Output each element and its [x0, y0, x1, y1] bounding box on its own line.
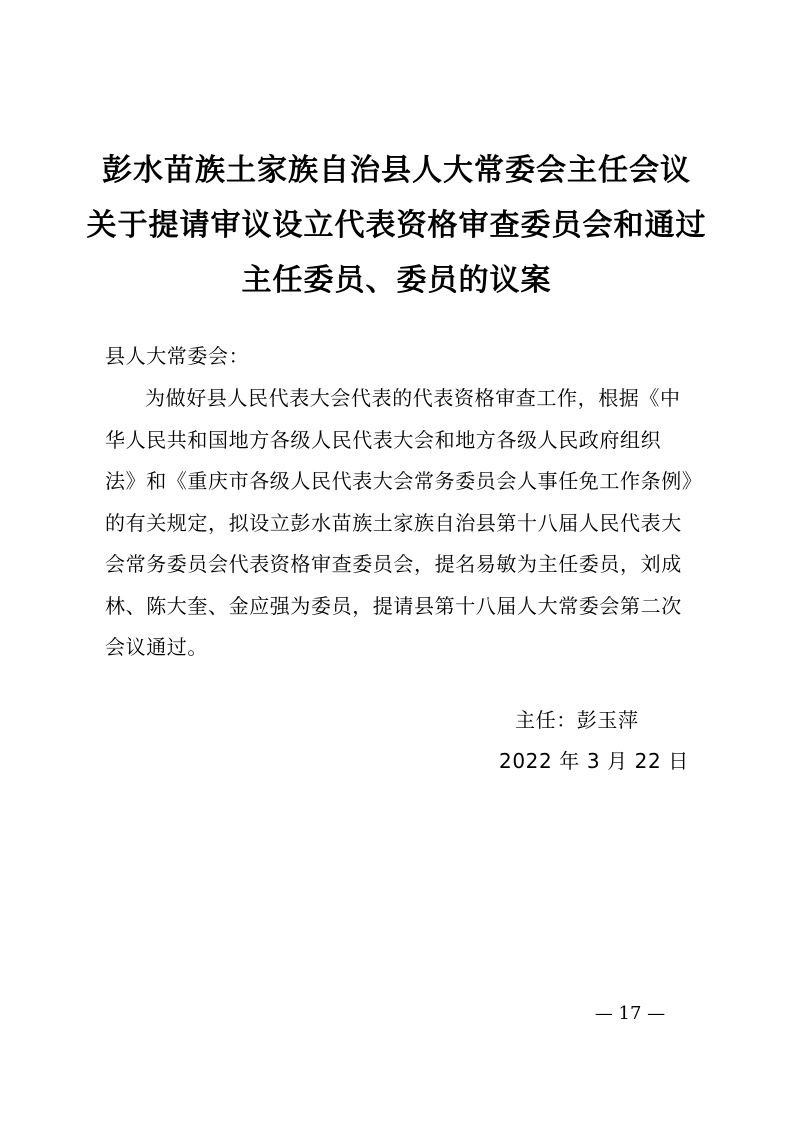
body-line-7: 会议通过。	[105, 635, 208, 659]
page-number: — 17 —	[594, 1003, 666, 1024]
body-line-3: 法》和《重庆市各级人民代表大会常务委员会人事任免工作条例》	[105, 469, 703, 493]
body-line-5: 会常务委员会代表资格审查委员会，提名易敏为主任委员，刘成	[105, 552, 682, 576]
body-line-6: 林、陈大奎、金应强为委员，提请县第十八届人大常委会第二次	[105, 594, 682, 618]
body-line-1: 为做好县人民代表大会代表的代表资格审查工作，根据《中	[145, 386, 681, 410]
title-line-2: 关于提请审议设立代表资格审查委员会和通过	[86, 208, 707, 243]
body-line-2: 华人民共和国地方各级人民代表大会和地方各级人民政府组织	[105, 428, 662, 452]
salutation: 县人大常委会：	[105, 344, 250, 368]
title-line-3: 主任委员、委员的议案	[241, 263, 552, 298]
signature-date: 2022 年 3 月 22 日	[499, 749, 689, 773]
body-line-4: 的有关规定，拟设立彭水苗族土家族自治县第十八届人民代表大	[105, 511, 682, 535]
signature: 主任：彭玉萍	[515, 708, 639, 732]
title-line-1: 彭水苗族土家族自治县人大常委会主任会议	[102, 153, 691, 188]
